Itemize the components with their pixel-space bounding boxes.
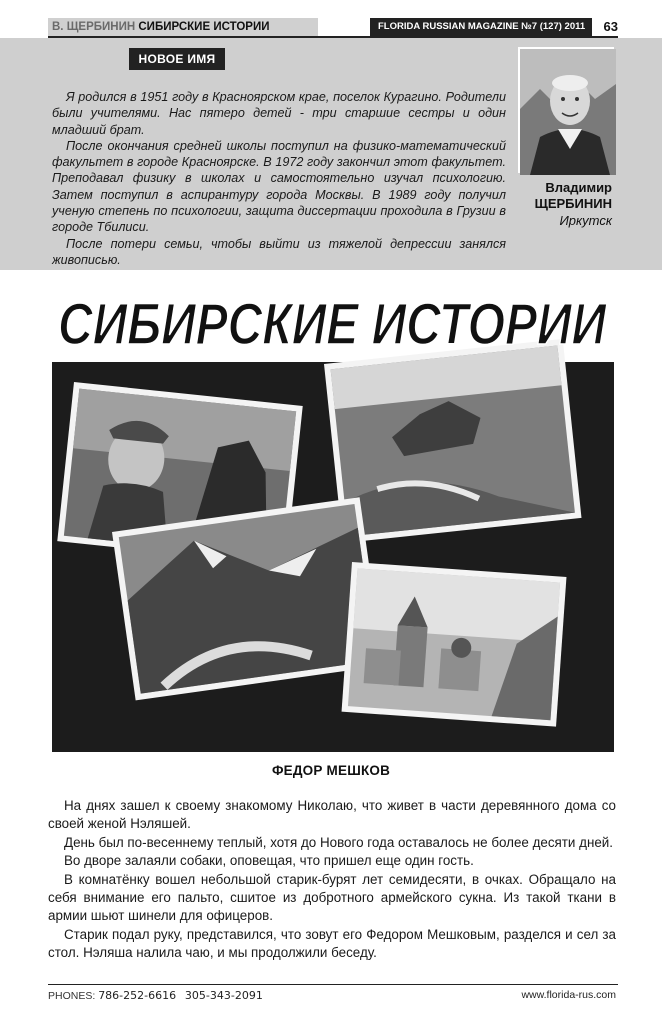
footer-divider — [48, 984, 618, 985]
banner-title — [52, 282, 614, 360]
bio-paragraph: Я родился в 1951 году в Красноярском крае, поселок Курагино. Родители были учителями. Нас пятеро детей - три старшие сестры и один младший брат. — [52, 90, 506, 137]
phones-label: PHONES: — [48, 990, 96, 1002]
header-section-title: СИБИРСКИЕ ИСТОРИИ — [138, 21, 270, 33]
photo-church — [342, 562, 567, 727]
article-paragraph: Во дворе залаяли собаки, оповещая, что пришел еще один гость. — [64, 853, 474, 869]
page-number: 63 — [592, 18, 618, 36]
author-name — [500, 180, 612, 212]
header-magazine — [370, 18, 618, 36]
author-portrait — [518, 47, 614, 173]
author-first-name: Владимир — [545, 180, 612, 195]
banner-title-text: СИБИРСКИЕ ИСТОРИИ — [58, 292, 608, 357]
article-paragraph: День был по-весеннему теплый, хотя до Нового года оставалось не более десяти дней. — [64, 834, 613, 850]
author-bio — [52, 89, 506, 268]
magazine-title: FLORIDA RUSSIAN MAGAZINE №7 (127) 2011 — [378, 21, 586, 32]
header-section — [48, 18, 318, 36]
bio-paragraph: После потери семьи, чтобы выйти из тяжелой депрессии занялся живописью. — [52, 236, 506, 267]
page-header — [48, 18, 618, 36]
website-link[interactable]: www.florida-rus.com — [521, 989, 616, 1001]
bio-paragraph: После окончания средней школы поступил на физико-математический факультет в городе Красноярске. В 1972 году закончил этот факультет. Преподавал физику в школах и самостоятельно изучал психологию. Затем поступил в аспирантуру города Москвы. В 1989 году получил ученую степень по психологии, защита диссертации проходила в Грузии в городе Тбилиси. — [52, 138, 506, 235]
article-body — [48, 797, 616, 963]
article-title: ФЕДОР МЕШКОВ — [271, 763, 391, 778]
article-paragraph: На днях зашел к своему знакомому Николаю, что живет в части деревянного дома со своей женой Нэляшей. — [48, 798, 616, 832]
phone-number-1: 786-252-6616 — [98, 989, 177, 1002]
header-author: В. ЩЕРБИНИН — [52, 21, 136, 33]
photo-mountains — [112, 497, 383, 700]
new-name-badge: НОВОЕ ИМЯ — [129, 48, 225, 70]
article-paragraph: Старик подал руку, представился, что зовут его Федором Мешковым, разделся и сел за стол. Нэляша налила чаю, и мы продолжили беседу. — [48, 926, 616, 961]
phone-number-2: 305-343-2091 — [184, 989, 263, 1002]
author-city: Иркутск — [559, 213, 612, 228]
article-paragraph: В комнатёнку вошел небольшой старик-бурят лет семидесяти, в очках. Обращало на себя внимание его пальто, сшитое из добротного армейского сукна. Из такой ткани в армии шьют шинели для офицеров. — [48, 871, 616, 924]
footer-phones — [48, 989, 263, 1002]
author-last-name: ЩЕРБИНИН — [534, 196, 612, 211]
photo-lake — [324, 339, 582, 543]
